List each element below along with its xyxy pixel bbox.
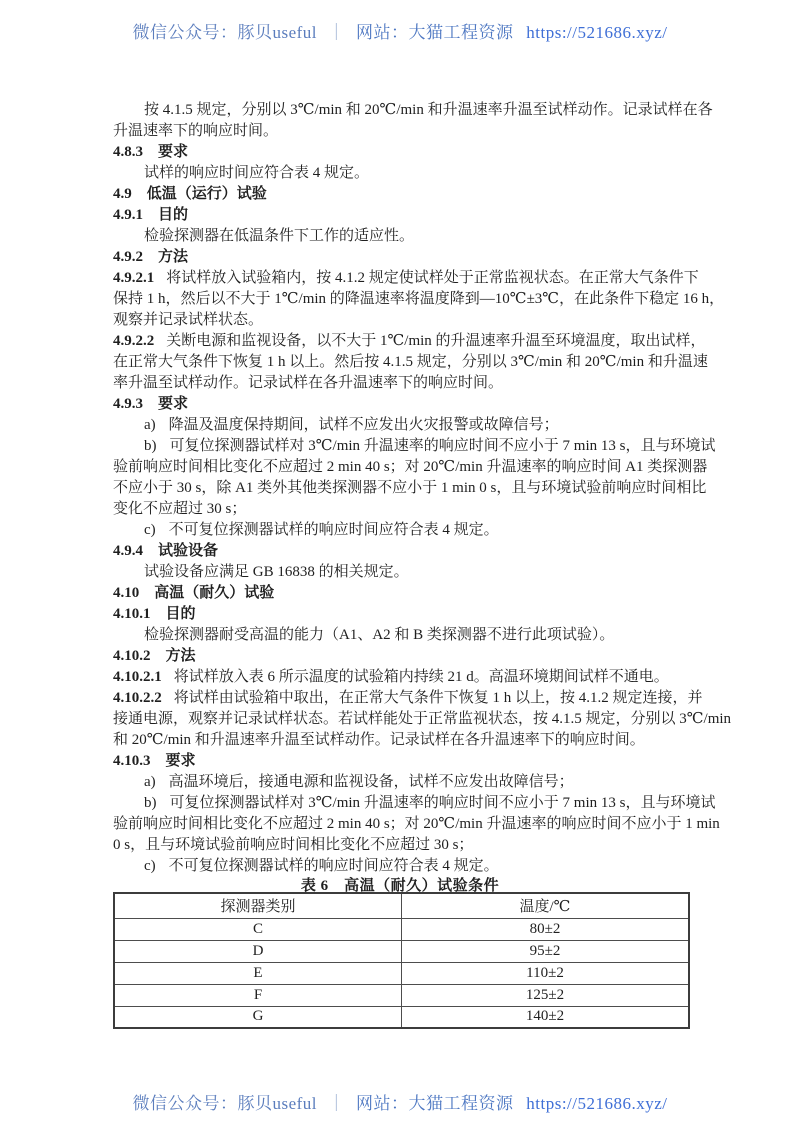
table6-header-row xyxy=(114,893,689,918)
line-text: 可复位探测器试样对 3℃/min 升温速率的响应时间不应小于 7 min 13 s，且与环境试 xyxy=(169,438,716,454)
clause-number: 4.10.3 xyxy=(113,753,151,769)
line-text: 升温速率下的响应时间。 xyxy=(113,123,279,139)
line-text: 变化不应超过 30 s； xyxy=(113,501,247,517)
line-text: 要求 xyxy=(165,753,196,769)
line-text: 在正常大气条件下恢复 1 h 以上。然后按 4.1.5 规定，分别以 3℃/min 和 20℃/min 和升温速 xyxy=(113,354,708,370)
line-text: 高温（耐久）试验 xyxy=(154,585,275,601)
table-cell: 110±2 xyxy=(402,962,690,984)
text-line xyxy=(113,352,708,373)
clause-heading xyxy=(113,751,693,772)
line-text: 将试样放入试验箱内，按 4.1.2 规定使试样处于正常监视状态。在正常大气条件下 xyxy=(166,270,699,286)
table-row xyxy=(114,962,689,984)
header-site-label: 网站：大猫工程资源 xyxy=(356,23,514,42)
text-line xyxy=(113,163,693,184)
line-text: 高温环境后，接通电源和监视设备，试样不应发出故障信号； xyxy=(168,774,574,790)
line-text: 将试样放入表 6 所示温度的试验箱内持续 21 d。高温环境期间试样不通电。 xyxy=(173,669,669,685)
line-text: 验前响应时间相比变化不应超过 2 min 40 s；对 20℃/min 升温速率的响应时间不应小于 1 min xyxy=(113,816,720,832)
text-line xyxy=(113,814,720,835)
line-text: 验前响应时间相比变化不应超过 2 min 40 s；对 20℃/min 升温速率的响应时间 A1 类探测器 xyxy=(113,459,708,475)
text-line xyxy=(113,415,693,436)
table-row xyxy=(114,1006,689,1028)
line-text: 试验设备应满足 GB 16838 的相关规定。 xyxy=(144,564,409,580)
clause-number: 4.9.3 xyxy=(113,396,143,412)
clause-number: 4.9.4 xyxy=(113,543,143,559)
text-line xyxy=(113,436,716,457)
text-line xyxy=(113,772,693,793)
clause-heading xyxy=(113,604,693,625)
text-line xyxy=(113,373,693,394)
table6-body xyxy=(114,918,689,1028)
list-marker: b) xyxy=(144,438,157,454)
clause-number: 4.10.2 xyxy=(113,648,151,664)
line-text: 可复位探测器试样对 3℃/min 升温速率的响应时间不应小于 7 min 13 s，且与环境试 xyxy=(169,795,716,811)
page-header xyxy=(0,18,800,43)
table-row xyxy=(114,940,689,962)
clause-heading xyxy=(113,583,693,604)
line-text: 低温（运行）试验 xyxy=(146,186,267,202)
text-line xyxy=(113,268,699,289)
footer-site-label: 网站：大猫工程资源 xyxy=(356,1094,514,1113)
line-text: 观察并记录试样状态。 xyxy=(113,312,264,328)
table-cell: 140±2 xyxy=(402,1006,690,1028)
line-text: 目的 xyxy=(158,207,189,223)
text-line xyxy=(113,289,725,310)
clause-heading xyxy=(113,646,693,667)
line-text: 目的 xyxy=(165,606,196,622)
line-text: 0 s，且与环境试验前响应时间相比变化不应超过 30 s； xyxy=(113,837,474,853)
text-line xyxy=(113,793,716,814)
clause-number: 4.9.2.2 xyxy=(113,333,155,349)
line-text: 率升温至试样动作。记录试样在各升温速率下的响应时间。 xyxy=(113,375,504,391)
text-line xyxy=(113,331,706,352)
clause-heading xyxy=(113,205,693,226)
line-text: 保持 1 h，然后以不大于 1℃/min 的降温速率将温度降到—10℃±3℃，在此条件下稳定 16 h， xyxy=(113,291,725,307)
table6-column-header: 温度/℃ xyxy=(402,893,690,918)
header-wechat-label: 微信公众号：豚贝useful xyxy=(132,23,318,42)
footer-wechat-label: 微信公众号：豚贝useful xyxy=(132,1094,318,1113)
table-row xyxy=(114,918,689,940)
text-line xyxy=(113,100,713,121)
line-text: 不可复位探测器试样的响应时间应符合表 4 规定。 xyxy=(168,522,499,538)
clause-number: 4.10.2.1 xyxy=(113,669,162,685)
text-line xyxy=(113,625,693,646)
clause-heading xyxy=(113,247,693,268)
line-text: 接通电源，观察并记录试样状态。若试样能处于正常监视状态，按 4.1.5 规定，分别以 3℃/min xyxy=(113,711,732,727)
table-row xyxy=(114,984,689,1006)
line-text: 将试样由试验箱中取出，在正常大气条件下恢复 1 h 以上，按 4.1.2 规定连接，并 xyxy=(173,690,703,706)
clause-number: 4.9.2 xyxy=(113,249,143,265)
text-line xyxy=(113,310,693,331)
clause-number: 4.8.3 xyxy=(113,144,143,160)
list-marker: a) xyxy=(144,774,156,790)
list-marker: c) xyxy=(144,858,156,874)
text-line xyxy=(113,520,693,541)
text-line xyxy=(113,688,703,709)
table-cell: 125±2 xyxy=(402,984,690,1006)
text-line xyxy=(113,730,693,751)
table-cell: 80±2 xyxy=(402,918,690,940)
clause-number: 4.10.1 xyxy=(113,606,151,622)
footer-separator: ｜ xyxy=(327,1094,346,1113)
text-line xyxy=(113,226,693,247)
document-body xyxy=(113,100,732,877)
line-text: 试样的响应时间应符合表 4 规定。 xyxy=(144,165,370,181)
page-footer xyxy=(0,1089,800,1114)
line-text: 检验探测器耐受高温的能力（A1、A2 和 B 类探测器不进行此项试验）。 xyxy=(144,627,615,643)
line-text: 方法 xyxy=(158,249,189,265)
line-text: 不应小于 30 s，除 A1 类外其他类探测器不应小于 1 min 0 s，且与环境试验前响应时间相比 xyxy=(113,480,707,496)
clause-number: 4.10.2.2 xyxy=(113,690,162,706)
table6-caption: 表 6 高温（耐久）试验条件 xyxy=(300,878,500,894)
table-cell: F xyxy=(114,984,402,1006)
line-text: 关断电源和监视设备，以不大于 1℃/min 的升温速率升温至环境温度，取出试样， xyxy=(166,333,706,349)
line-text: 要求 xyxy=(158,396,189,412)
clause-heading xyxy=(113,541,693,562)
table-cell: E xyxy=(114,962,402,984)
line-text: 方法 xyxy=(165,648,196,664)
line-text: 试验设备 xyxy=(158,543,219,559)
clause-heading xyxy=(113,394,693,415)
list-marker: b) xyxy=(144,795,157,811)
clause-heading xyxy=(113,142,693,163)
list-marker: c) xyxy=(144,522,156,538)
line-text: 和 20℃/min 和升温速率升温至试样动作。记录试样在各升温速率下的响应时间。 xyxy=(113,732,645,748)
table-cell: 95±2 xyxy=(402,940,690,962)
header-url-link[interactable]: https://521686.xyz/ xyxy=(526,23,668,42)
line-text: 要求 xyxy=(158,144,189,160)
text-line xyxy=(113,457,708,478)
line-text: 按 4.1.5 规定，分别以 3℃/min 和 20℃/min 和升温速率升温至试样动作。记录试样在各 xyxy=(144,102,713,118)
clause-heading xyxy=(113,184,693,205)
text-line xyxy=(113,121,693,142)
line-text: 不可复位探测器试样的响应时间应符合表 4 规定。 xyxy=(168,858,499,874)
table-cell: C xyxy=(114,918,402,940)
line-text: 检验探测器在低温条件下工作的适应性。 xyxy=(144,228,415,244)
text-line xyxy=(113,835,693,856)
table-cell: D xyxy=(114,940,402,962)
clause-number: 4.10 xyxy=(113,585,140,601)
footer-url-link[interactable]: https://521686.xyz/ xyxy=(526,1094,668,1113)
table-cell: G xyxy=(114,1006,402,1028)
clause-number: 4.9.2.1 xyxy=(113,270,155,286)
text-line xyxy=(113,667,693,688)
table6-column-header: 探测器类别 xyxy=(114,893,402,918)
header-separator: ｜ xyxy=(327,23,346,42)
text-line xyxy=(113,478,707,499)
clause-number: 4.9.1 xyxy=(113,207,143,223)
list-marker: a) xyxy=(144,417,156,433)
text-line xyxy=(113,709,732,730)
text-line xyxy=(113,499,693,520)
clause-number: 4.9 xyxy=(113,186,132,202)
line-text: 降温及温度保持期间，试样不应发出火灾报警或故障信号； xyxy=(168,417,559,433)
table6 xyxy=(113,892,690,1029)
text-line xyxy=(113,562,693,583)
